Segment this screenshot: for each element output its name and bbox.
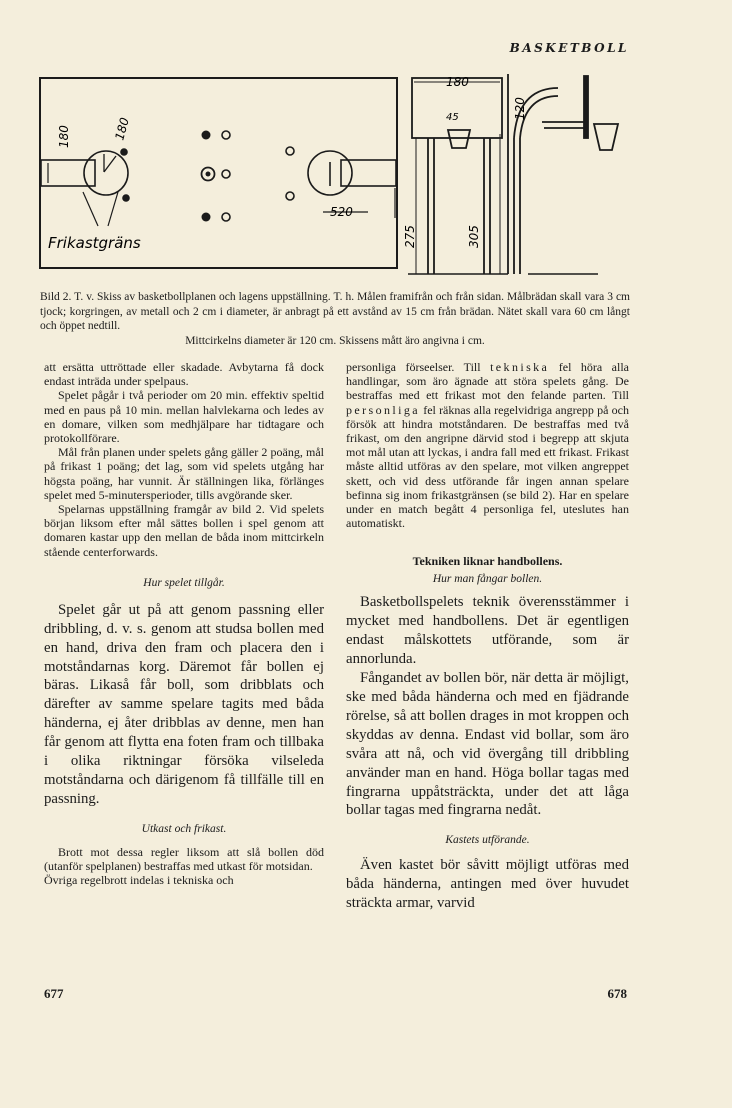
player-ring <box>286 192 294 200</box>
caption-text: Bild 2. T. v. Skiss av basketbollplanen och lagens uppställning. T. h. Målen framifrån och från sidan. Målbrädan skall vara 3 cm tjock; korgringen, av metall och 2 cm i diameter, är anbragt på ett avstånd av 15 cm från brädan. Nätet skall vara 60 cm långt och öppet nedtill. <box>40 291 630 332</box>
left-key <box>41 160 95 186</box>
paragraph: Spelarnas uppställning framgår av bild 2. Vid spelets början liksom efter mål sättes bollen i spel genom att domaren kastar upp den mellan de båda inom mittcirkeln stående centerforwards. <box>44 502 324 559</box>
figure-court-and-hoops <box>38 68 630 280</box>
freethrow-line-label: Frikastgräns <box>48 234 141 252</box>
player-dot <box>202 131 211 140</box>
section-heading: Tekniken liknar handbollens. <box>412 554 563 569</box>
court-dim-180-b: 180 <box>112 116 132 142</box>
player-ring <box>286 147 294 155</box>
section-heading: Kastets utförande. <box>445 834 530 847</box>
hoop-dim-275: 275 <box>403 225 417 248</box>
page-number-right: 678 <box>607 986 627 1001</box>
side-net <box>594 124 618 150</box>
hoop-dim-120: 120 <box>513 97 527 120</box>
paragraph: Mål från planen under spelets gång gäller 2 poäng, mål på frikast 1 poäng; det lag, som vid spelets utgång har högsta poäng, har vunnit. Är ställningen lika, förlänges spelet med 5-minutersperioder, tills avgörande sker. <box>44 445 324 502</box>
paragraph: Även kastet bör såvitt möjligt utföras med båda händerna, antingen med över huvudet sträckta armar, varvid <box>346 857 629 912</box>
hoop-dim-305: 305 <box>467 225 481 248</box>
paragraph: Spelet går ut på att genom passning eller dribbling, d. v. s. genom att studsa bollen med en hand, driva den fram och placera den i motståndarnas korg. Däremot får bollen ej bäras. Likaså får boll, som dribblats och därefter av samme spelare tagits med båda händerna, ej åter dribblas av denne, men han får genom att flytta ena foten fram och tillbaka i olika riktningar försöka vilseleda motståndarna och därigenom få tillfälle till en passning. <box>44 601 324 807</box>
player-dot <box>202 213 211 222</box>
front-net <box>448 130 470 148</box>
hoop-dim-180: 180 <box>446 75 469 89</box>
left-freethrow-circle <box>84 151 128 195</box>
player-dot <box>120 148 128 156</box>
player-ring <box>222 170 230 178</box>
paragraph: Övriga regelbrott indelas i tekniska och <box>44 873 234 888</box>
paragraph: Brott mot dessa regler liksom att slå bollen död (utanför spelplanen) bestraffas med utkast för motsidan. <box>44 844 324 874</box>
right-column <box>346 360 629 913</box>
player-ring <box>222 213 230 221</box>
section-heading: Hur spelet tillgår. <box>143 576 225 589</box>
section-subheading: Hur man fångar bollen. <box>432 573 543 586</box>
running-title: BASKETBOLL <box>509 41 629 55</box>
figure-caption <box>40 290 630 348</box>
paragraph: personliga förseelser. Till tekniska fel höra alla handlingar, som äro ägnade att störa spelets gång. De bestraffas med ett frikast mot den felande parten. Till personliga fel räknas alla regelvidriga angrepp på och försök att hindra motståndaren. De bestraffas med två frikast, om den angripne därvid stod i begrepp att skjuta mot mål utan att lyckas, i andra fall med ett frikast. Frikast måste alltid utföras av den spelare, mot vilken angreppet skett, och vid dess utförande får ingen annan spelare befinna sig inom frikastgränsen (se bild 2). Har en spelare under en match begått 4 personliga fel, uteslutes han automatiskt. <box>346 360 629 531</box>
court-dim-180-a: 180 <box>57 125 71 148</box>
page-number-left: 677 <box>44 986 64 1001</box>
hoop-front-view <box>408 78 508 274</box>
player-markers <box>120 131 294 222</box>
court-dim-520: 520 <box>330 205 353 219</box>
caption-last-line: Mittcirkelns diameter är 120 cm. Skissens mått äro angivna i cm. <box>185 334 485 347</box>
paragraph: att ersätta uttröttade eller skadade. Avbytarna få dock endast inträda under spelpaus. <box>44 360 324 389</box>
player-ring <box>222 131 230 139</box>
left-column <box>44 360 324 887</box>
paragraph: Fångandet av bollen bör, när detta är möjligt, ske med båda händerna och med en fjädrande rörelse, så att bollen drages in mot kroppen och skyddas av denna. Endast vid bollar, som äro svåra att nå, och vid övergång till dribbling använder man en hand. Höga bollar tagas med fingrarna uppåtsträckta, under det att låga bollar tagas med fingrarna nedåt. <box>346 670 629 819</box>
paragraph: Basketbollspelets teknik överensstämmer i mycket med handbollens. Det är egentligen endast målskottets utförande, som är annorlunda. <box>346 594 629 668</box>
paragraph: Spelet pågår i två perioder om 20 min. effektiv speltid med en paus på 10 min. mellan halvlekarna och ledes av en domare, vilken som medhjälpare har tidtagare och protokollförare. <box>44 388 324 446</box>
section-heading: Utkast och frikast. <box>141 822 227 835</box>
player-dot <box>122 194 130 202</box>
hoop-dim-45: 45 <box>446 112 459 123</box>
